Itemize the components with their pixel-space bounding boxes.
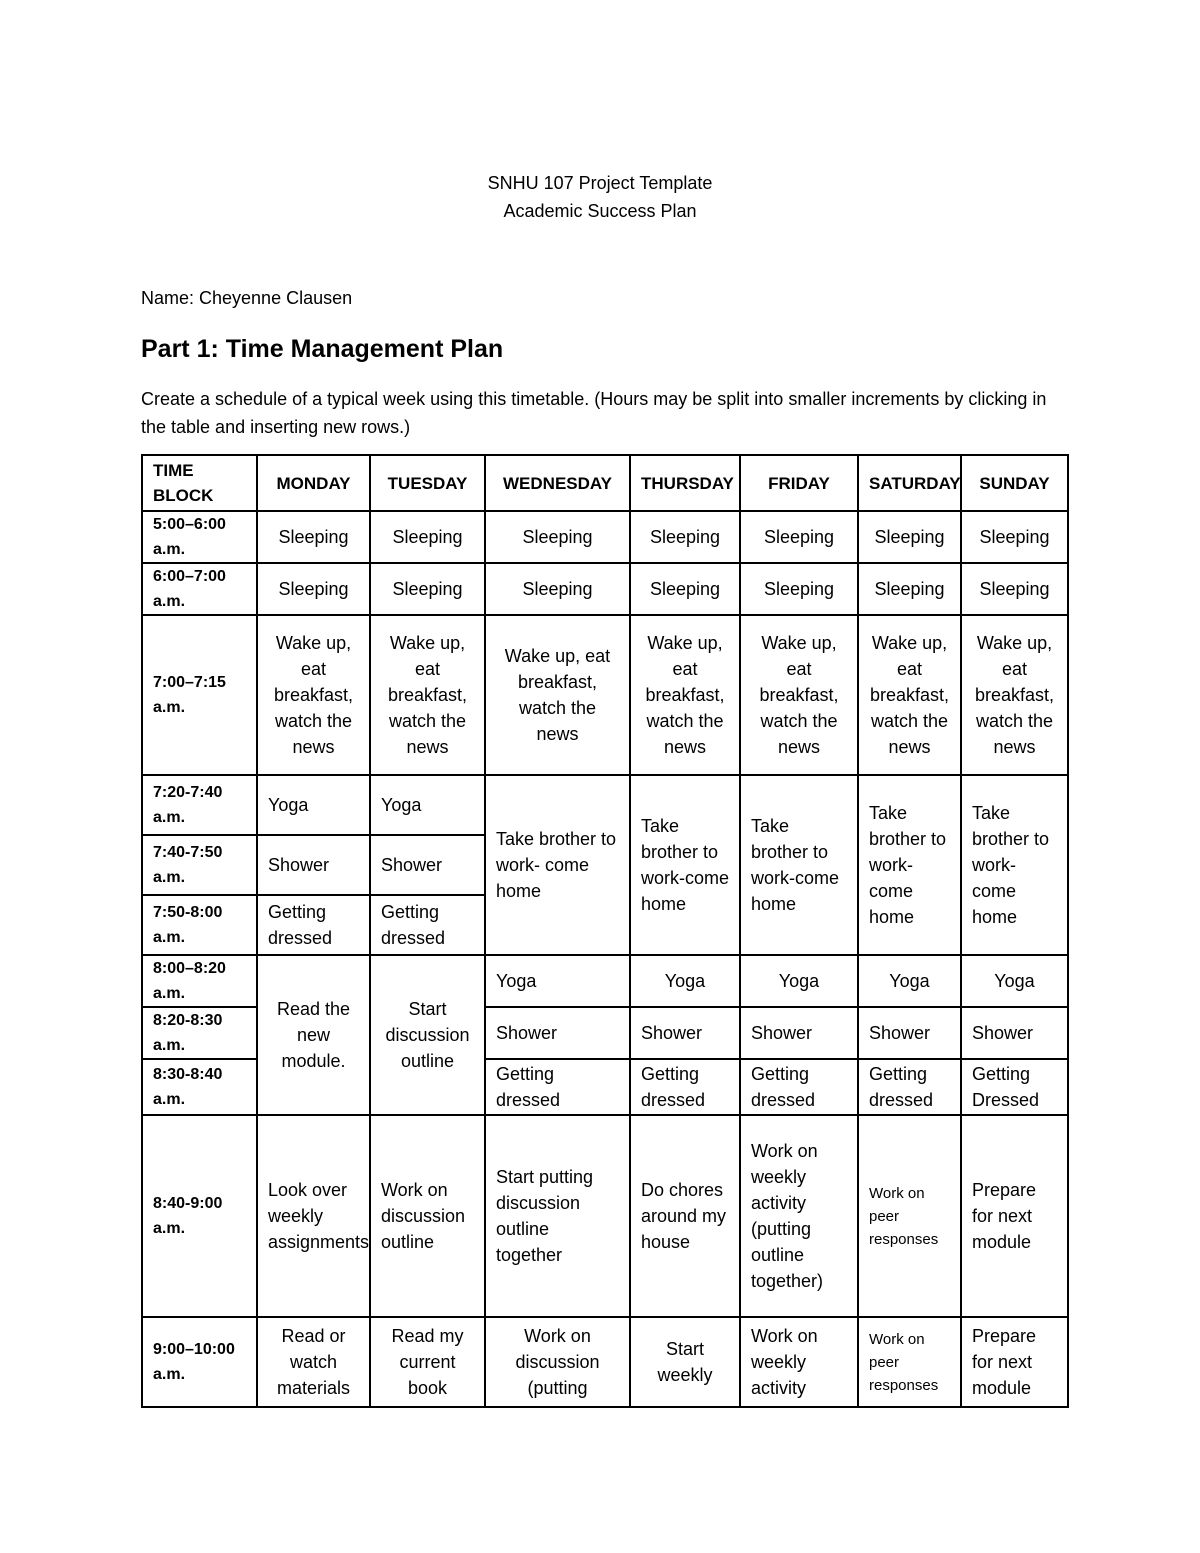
time-cell: 8:00–8:20 a.m. — [142, 955, 257, 1007]
schedule-cell: Sleeping — [858, 563, 961, 615]
schedule-cell: Read the new module. — [257, 955, 370, 1115]
time-cell: 8:20-8:30 a.m. — [142, 1007, 257, 1059]
time-cell: 5:00–6:00 a.m. — [142, 511, 257, 563]
schedule-cell: Start putting discussion outline together — [485, 1115, 630, 1317]
header-tuesday: TUESDAY — [370, 455, 485, 511]
schedule-cell: Shower — [485, 1007, 630, 1059]
schedule-cell: Read my current book — [370, 1317, 485, 1407]
schedule-cell: Sleeping — [370, 511, 485, 563]
schedule-cell: Wake up, eat breakfast, watch the news — [858, 615, 961, 775]
schedule-cell: Shower — [740, 1007, 858, 1059]
student-name: Name: Cheyenne Clausen — [141, 288, 353, 308]
document-subtitle: Academic Success Plan — [503, 201, 697, 221]
table-row — [142, 1317, 1068, 1407]
schedule-cell: Yoga — [858, 955, 961, 1007]
schedule-cell: Wake up, eat breakfast, watch the news — [370, 615, 485, 775]
schedule-cell: Yoga — [257, 775, 370, 835]
schedule-cell: Wake up, eat breakfast, watch the news — [740, 615, 858, 775]
table-row — [142, 615, 1068, 775]
time-cell: 8:30-8:40 a.m. — [142, 1059, 257, 1115]
header-time-block: TIME BLOCK — [142, 455, 257, 511]
schedule-cell: Sleeping — [485, 511, 630, 563]
schedule-cell: Wake up, eat breakfast, watch the news — [630, 615, 740, 775]
schedule-cell: Work on peer responses — [858, 1317, 961, 1407]
schedule-cell: Start discussion outline — [370, 955, 485, 1115]
schedule-cell: Start weekly — [630, 1317, 740, 1407]
table-row — [142, 955, 1068, 1007]
schedule-cell: Read or watch materials — [257, 1317, 370, 1407]
instructions-paragraph: Create a schedule of a typical week using this timetable. (Hours may be split into smaller increments by clicking in the table and inserting new rows.) — [141, 389, 1047, 437]
schedule-cell: Sleeping — [370, 563, 485, 615]
table-row — [142, 1115, 1068, 1317]
schedule-cell: Sleeping — [740, 511, 858, 563]
schedule-cell: Yoga — [740, 955, 858, 1007]
schedule-cell: Shower — [630, 1007, 740, 1059]
schedule-cell: Shower — [961, 1007, 1068, 1059]
header-sunday: SUNDAY — [961, 455, 1068, 511]
table-row — [142, 775, 1068, 835]
schedule-cell: Getting dressed — [858, 1059, 961, 1115]
schedule-cell: Wake up, eat breakfast, watch the news — [961, 615, 1068, 775]
schedule-cell: Prepare for next module — [961, 1317, 1068, 1407]
header-row — [142, 455, 1068, 511]
schedule-cell: Take brother to work-come home — [858, 775, 961, 955]
header-saturday: SATURDAY — [858, 455, 961, 511]
table-row — [142, 511, 1068, 563]
time-cell: 6:00–7:00 a.m. — [142, 563, 257, 615]
schedule-cell: Sleeping — [858, 511, 961, 563]
document-title: SNHU 107 Project Template — [487, 173, 713, 193]
schedule-cell: Getting dressed — [485, 1059, 630, 1115]
schedule-cell: Getting dressed — [257, 895, 370, 955]
table-row — [142, 563, 1068, 615]
schedule-cell: Take brother to work- come home — [485, 775, 630, 955]
header-wednesday: WEDNESDAY — [485, 455, 630, 511]
schedule-cell: Take brother to work-come home — [630, 775, 740, 955]
schedule-cell: Shower — [257, 835, 370, 895]
schedule-cell: Take brother to work-come home — [740, 775, 858, 955]
time-cell: 7:00–7:15 a.m. — [142, 615, 257, 775]
schedule-cell: Do chores around my house — [630, 1115, 740, 1317]
schedule-cell: Sleeping — [485, 563, 630, 615]
schedule-cell: Look over weekly assignments — [257, 1115, 370, 1317]
schedule-cell: Sleeping — [630, 563, 740, 615]
schedule-cell: Wake up, eat breakfast, watch the news — [485, 615, 630, 775]
part-heading: Part 1: Time Management Plan — [141, 335, 504, 363]
schedule-cell: Sleeping — [257, 563, 370, 615]
schedule-cell: Sleeping — [257, 511, 370, 563]
schedule-cell: Sleeping — [740, 563, 858, 615]
schedule-cell: Work on peer responses — [858, 1115, 961, 1317]
time-cell: 7:40-7:50 a.m. — [142, 835, 257, 895]
schedule-cell: Getting dressed — [740, 1059, 858, 1115]
schedule-cell: Shower — [370, 835, 485, 895]
schedule-cell: Yoga — [630, 955, 740, 1007]
schedule-cell: Wake up, eat breakfast, watch the news — [257, 615, 370, 775]
schedule-cell: Getting dressed — [370, 895, 485, 955]
schedule-cell: Work on discussion outline — [370, 1115, 485, 1317]
header-friday: FRIDAY — [740, 455, 858, 511]
time-cell: 7:20-7:40 a.m. — [142, 775, 257, 835]
schedule-cell: Sleeping — [961, 511, 1068, 563]
schedule-cell: Yoga — [485, 955, 630, 1007]
schedule-cell: Yoga — [370, 775, 485, 835]
header-thursday: THURSDAY — [630, 455, 740, 511]
schedule-cell: Work on weekly activity (putting outline together) — [740, 1115, 858, 1317]
schedule-cell: Take brother to work-come home — [961, 775, 1068, 955]
time-cell: 8:40-9:00 a.m. — [142, 1115, 257, 1317]
header-monday: MONDAY — [257, 455, 370, 511]
schedule-cell: Work on discussion (putting — [485, 1317, 630, 1407]
schedule-cell: Work on weekly activity — [740, 1317, 858, 1407]
schedule-table — [141, 454, 1069, 1408]
schedule-cell: Shower — [858, 1007, 961, 1059]
time-cell: 9:00–10:00 a.m. — [142, 1317, 257, 1407]
schedule-cell: Getting Dressed — [961, 1059, 1068, 1115]
schedule-cell: Prepare for next module — [961, 1115, 1068, 1317]
schedule-cell: Getting dressed — [630, 1059, 740, 1115]
time-cell: 7:50-8:00 a.m. — [142, 895, 257, 955]
schedule-cell: Yoga — [961, 955, 1068, 1007]
schedule-cell: Sleeping — [630, 511, 740, 563]
schedule-cell: Sleeping — [961, 563, 1068, 615]
